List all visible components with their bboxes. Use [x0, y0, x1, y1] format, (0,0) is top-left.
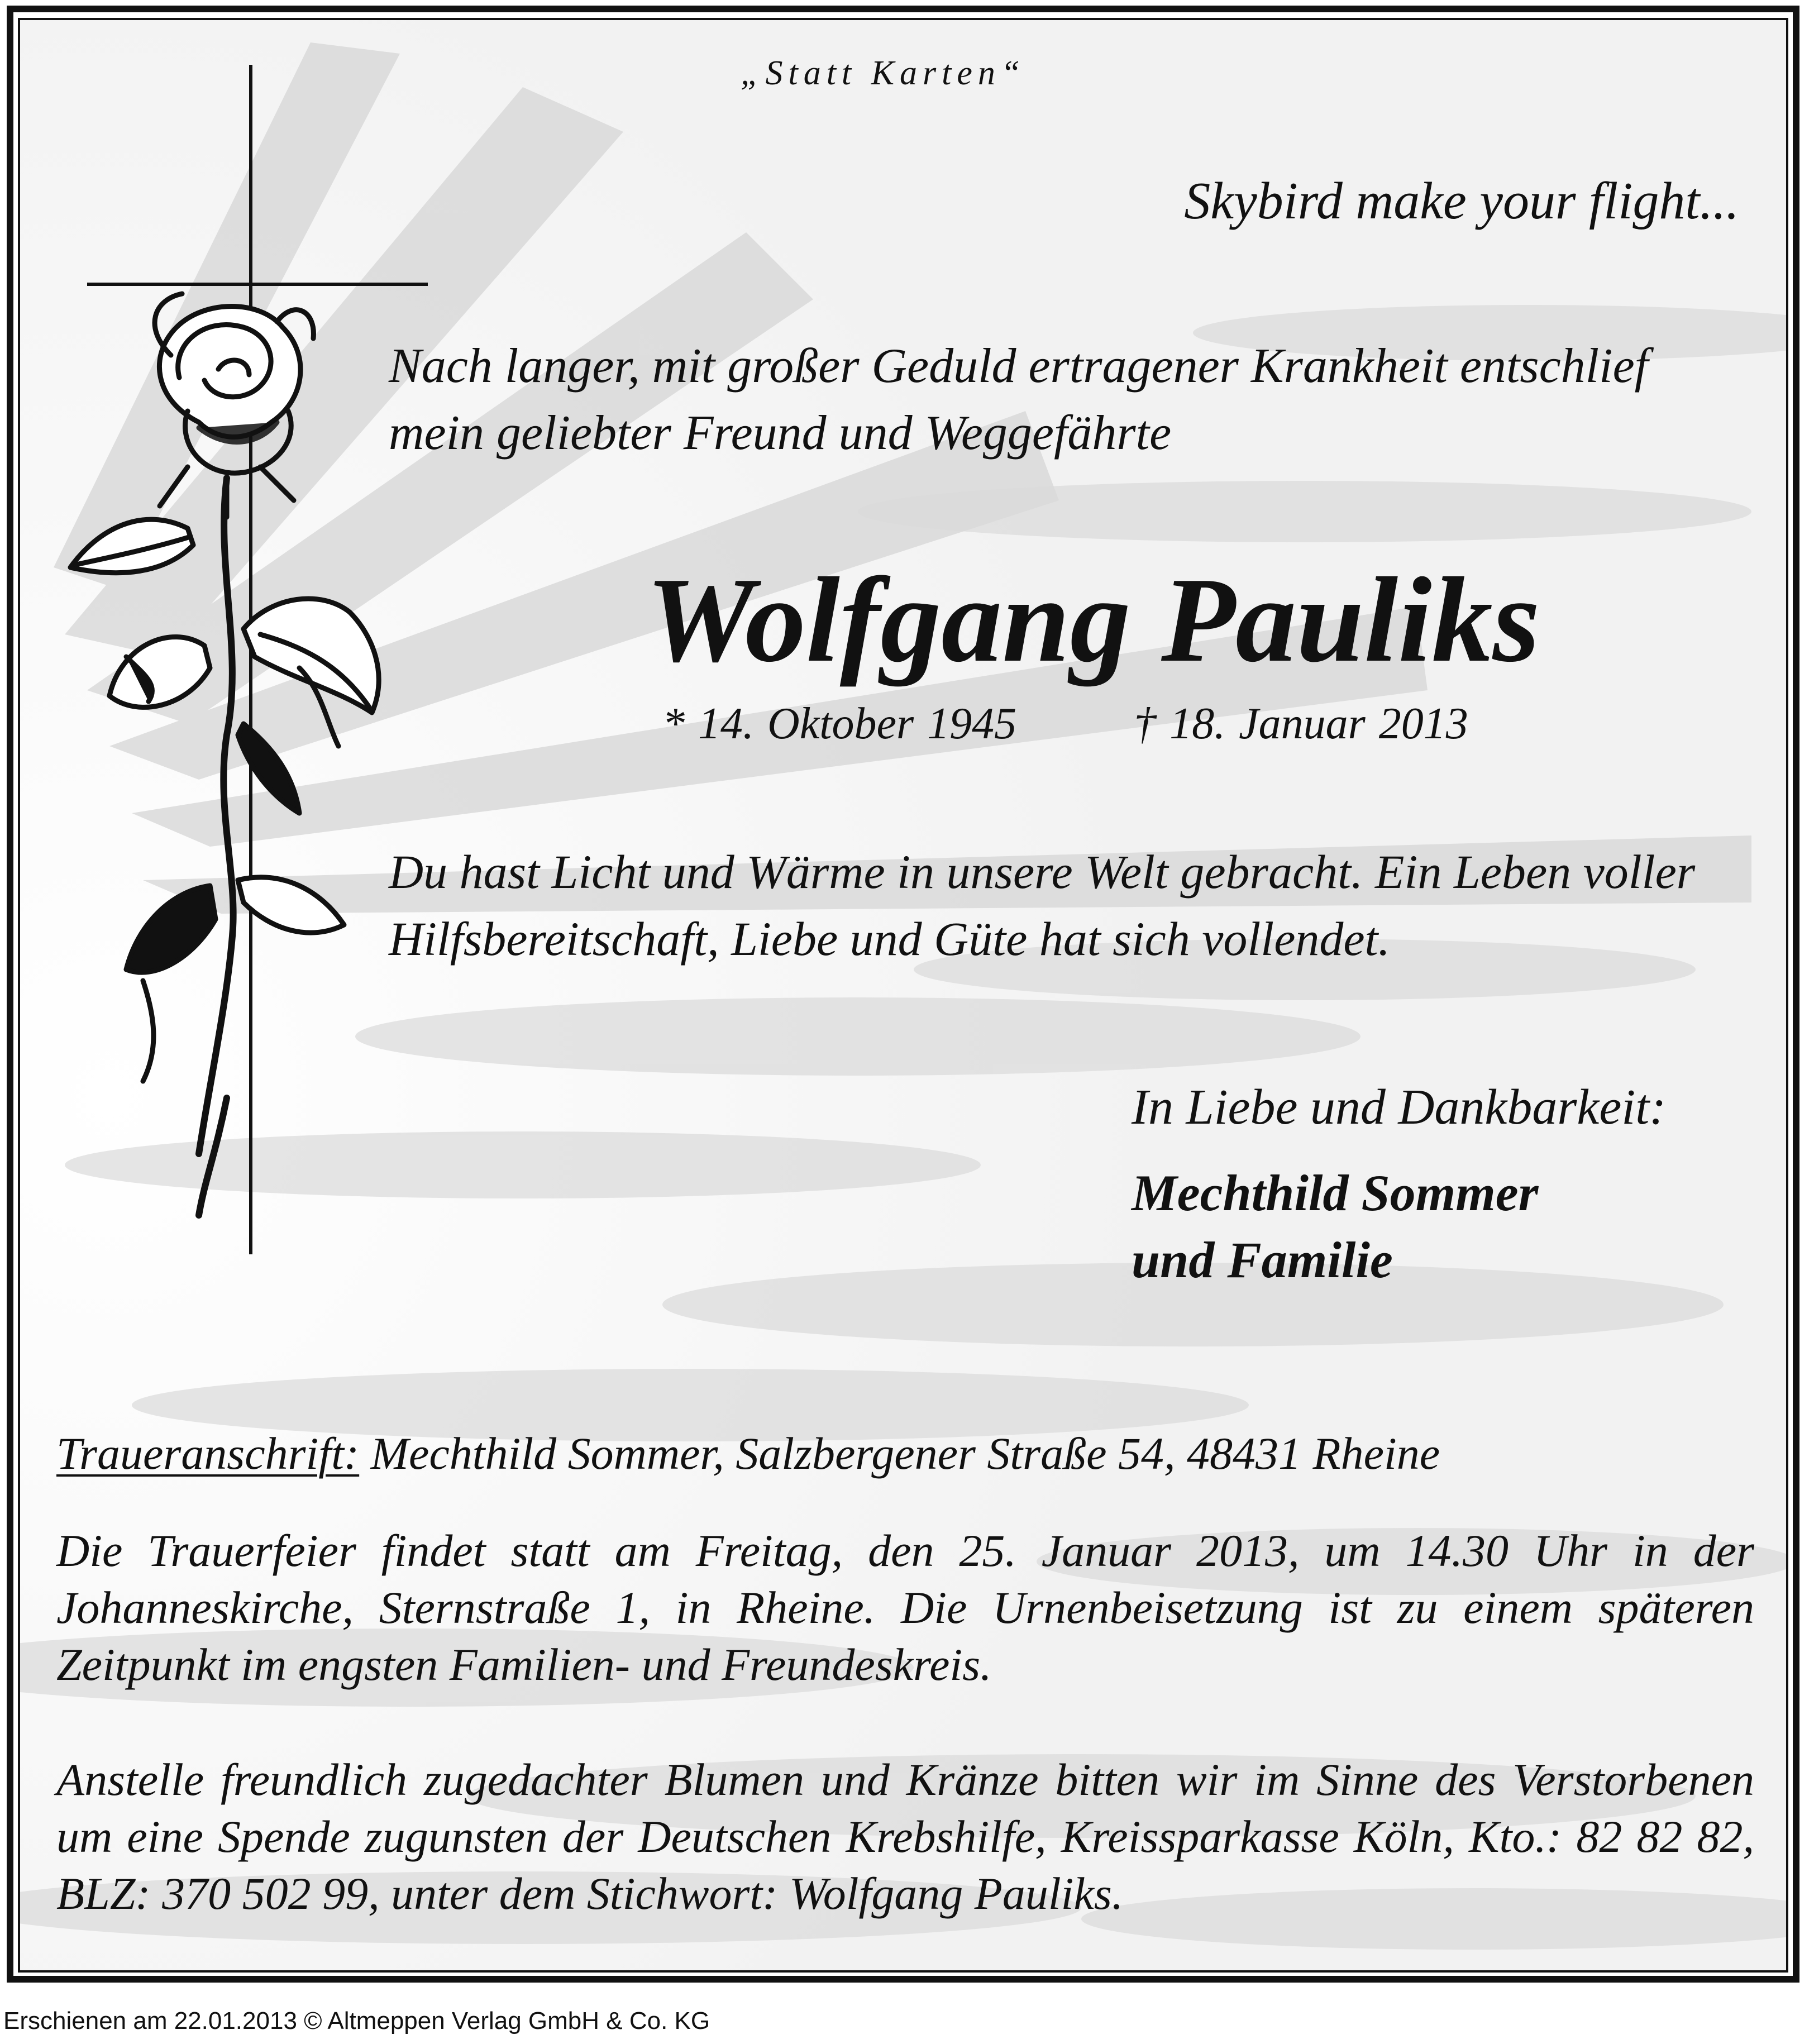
obituary-notice: [18, 18, 1788, 1973]
header-quote: „Statt Karten“: [741, 54, 1026, 92]
ceremony-details: Die Trauerfeier findet statt am Freitag, den 25. Januar 2013, um 14.30 Uhr in der Johanneskirche, Sternstraße 1, in Rheine. Die Urnenbeisetzung ist zu einem späteren Zeitpunkt im engsten Familien- und Freundeskreis.: [56, 1525, 1754, 1690]
rose-icon: [70, 294, 379, 1215]
address-value: Mechthild Sommer, Salzbergener Straße 54, 48431 Rheine: [370, 1428, 1440, 1479]
mourning-address: [56, 1427, 1440, 1480]
quote-line: Du hast Licht und Wärme in unsere Welt gebracht. Ein Leben voller: [389, 845, 1696, 899]
mourner-name: Mechthild Sommer: [1132, 1164, 1539, 1221]
donation-request: Anstelle freundlich zugedachter Blumen und Kränze bitten wir im Sinne des Verstorbenen um eine Spende zugunsten der Deutschen Krebshilfe, Kreissparkasse Köln, Kto.: 82 82 82, BLZ: 370 502 99, unter dem Stichwort: Wolfgang Pauliks.: [56, 1754, 1754, 1919]
birth-date: * 14. Oktober 1945: [662, 699, 1017, 748]
deceased-name: Wolfgang Pauliks: [646, 553, 1540, 687]
intro-text: [389, 333, 1648, 467]
publication-footer: Erschienen am 22.01.2013 © Altmeppen Verlag GmbH & Co. KG: [3, 2007, 710, 2035]
motto-line: Skybird make your flight...: [1184, 172, 1739, 230]
address-label: Traueranschrift:: [56, 1428, 360, 1479]
closing-phrase: In Liebe und Dankbarkeit:: [1132, 1080, 1667, 1135]
intro-line: mein geliebter Freund und Weggefährte: [389, 406, 1172, 460]
life-dates: [662, 699, 1468, 749]
intro-line: Nach langer, mit großer Geduld ertragener Krankheit entschlief: [389, 339, 1649, 393]
memorial-quote: [389, 838, 1695, 972]
death-date: † 18. Januar 2013: [1134, 699, 1468, 748]
mourners: [1132, 1159, 1538, 1293]
quote-line: Hilfsbereitschaft, Liebe und Güte hat sich vollendet.: [389, 912, 1390, 966]
mourner-family: und Familie: [1132, 1231, 1393, 1288]
